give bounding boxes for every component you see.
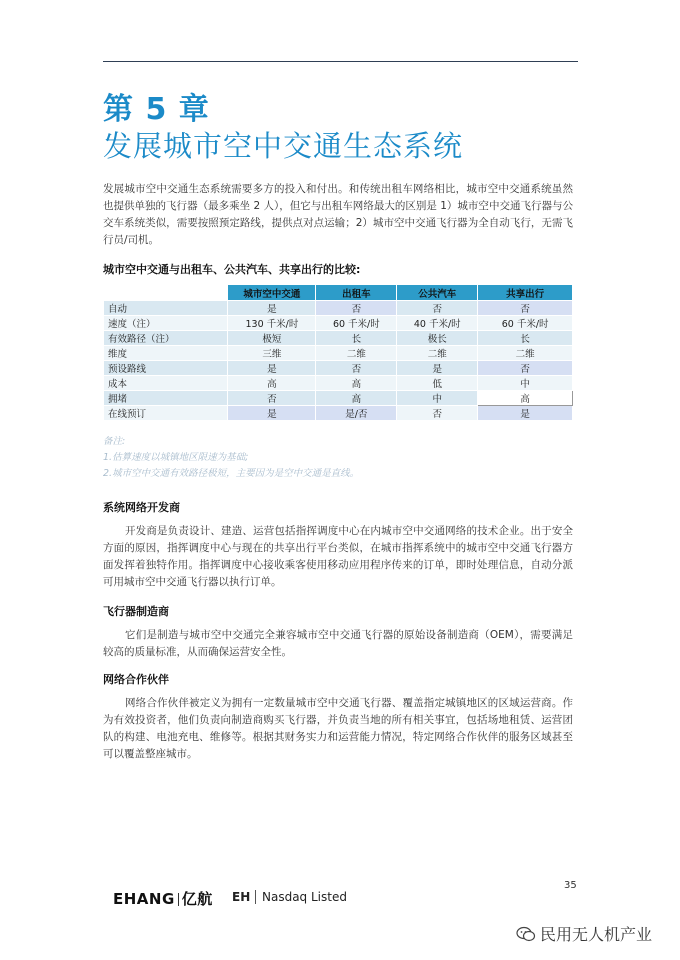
watermark-text: 民用无人机产业 — [540, 925, 653, 944]
table-row — [104, 346, 573, 361]
logo-en: EHANG — [113, 890, 175, 908]
section-body-manufacturer: 它们是制造与城市空中交通完全兼容城市空中交通飞行器的原始设备制造商（OEM），需要满足较高的质量标准，从而确保运营安全性。 — [103, 629, 573, 658]
table-cell: 在线预订 — [104, 406, 228, 421]
table-cell: 速度（注） — [104, 316, 228, 331]
table-caption: 城市空中交通与出租车、公共汽车、共享出行的比较: — [103, 263, 361, 276]
table-row — [104, 316, 573, 331]
table-cell: 低 — [397, 376, 478, 391]
ehang-logo — [113, 888, 213, 909]
section-heading-manufacturer: 飞行器制造商 — [103, 605, 169, 618]
table-cell: 高 — [478, 391, 573, 406]
chapter-number: 第 5 章 — [103, 92, 210, 127]
table-cell: 否 — [397, 301, 478, 316]
logo-separator — [178, 893, 179, 906]
top-rule — [103, 61, 578, 62]
table-cell: 高 — [316, 391, 397, 406]
table-cell: 是 — [397, 361, 478, 376]
comparison-table — [103, 284, 573, 421]
table-cell: 中 — [397, 391, 478, 406]
table-cell: 自动 — [104, 301, 228, 316]
table-cell: 否 — [228, 391, 316, 406]
chapter-title: 发展城市空中交通生态系统 — [103, 129, 464, 163]
table-cell: 是 — [228, 301, 316, 316]
table-cell: 极短 — [228, 331, 316, 346]
ticker: EH — [232, 890, 251, 904]
note-item: 1.估算速度以城镇地区限速为基础; — [103, 452, 249, 463]
table-cell: 否 — [397, 406, 478, 421]
table-cell: 三维 — [228, 346, 316, 361]
table-header-cell — [104, 285, 228, 301]
table-cell: 60 千米/时 — [478, 316, 573, 331]
table-cell: 130 千米/时 — [228, 316, 316, 331]
table-cell: 中 — [478, 376, 573, 391]
section-heading-developer: 系统网络开发商 — [103, 501, 180, 514]
table-cell: 预设路线 — [104, 361, 228, 376]
table-cell: 高 — [228, 376, 316, 391]
table-row — [104, 391, 573, 406]
table-cell: 维度 — [104, 346, 228, 361]
notes-label: 备注: — [103, 436, 126, 447]
section-body-partner: 网络合作伙伴被定义为拥有一定数量城市空中交通飞行器、覆盖指定城镇地区的区域运营商。作为有效投资者，他们负责向制造商购买飞行器，并负责当地的所有相关事宜，包括场地租赁、运营团队的构建、电池充电、维修等。根据其财务实力和运营能力情况，特定网络合作伙伴的服务区域甚至可以覆盖整座城市。 — [103, 697, 573, 760]
table-cell: 高 — [316, 376, 397, 391]
watermark — [516, 922, 652, 945]
table-cell: 是 — [228, 361, 316, 376]
note-item: 2.城市空中交通有效路径极短，主要因为是空中交通是直线。 — [103, 468, 360, 479]
table-cell: 40 千米/时 — [397, 316, 478, 331]
table-row — [104, 331, 573, 346]
table-cell: 拥堵 — [104, 391, 228, 406]
table-header-cell: 出租车 — [316, 285, 397, 301]
table-header-cell: 共享出行 — [478, 285, 573, 301]
exchange-label: Nasdaq Listed — [262, 890, 347, 904]
table-row — [104, 376, 573, 391]
intro-paragraph: 发展城市空中交通生态系统需要多方的投入和付出。和传统出租车网络相比，城市空中交通系统虽然也提供单独的飞行器（最多乘坐 2 人），但它与出租车网络最大的区别是 1）城市空中交通飞行器与公交车系统类似，需要按照预定路线，提供点对点运输；2）城市空中交通飞行器为全自动飞行，无需飞行员/司机。 — [103, 183, 573, 246]
table-cell: 否 — [478, 361, 573, 376]
section-heading-partner: 网络合作伙伴 — [103, 673, 169, 686]
table-row — [104, 301, 573, 316]
table-cell: 成本 — [104, 376, 228, 391]
table-cell: 二维 — [478, 346, 573, 361]
logo-cn: 亿航 — [181, 890, 213, 908]
page-number: 35 — [564, 880, 577, 891]
table-header-cell: 公共汽车 — [397, 285, 478, 301]
table-row — [104, 406, 573, 421]
table-cell: 长 — [316, 331, 397, 346]
table-header-row — [104, 285, 573, 301]
table-cell: 否 — [478, 301, 573, 316]
table-row — [104, 361, 573, 376]
table-cell: 长 — [478, 331, 573, 346]
table-cell: 二维 — [316, 346, 397, 361]
wechat-icon — [516, 926, 536, 942]
footer-divider — [255, 890, 256, 904]
table-cell: 是/否 — [316, 406, 397, 421]
table-header-cell: 城市空中交通 — [228, 285, 316, 301]
table-cell: 是 — [228, 406, 316, 421]
table-cell: 二维 — [397, 346, 478, 361]
section-body-developer: 开发商是负责设计、建造、运营包括指挥调度中心在内城市空中交通网络的技术企业。出于安全方面的原因，指挥调度中心与现在的共享出行平台类似，在城市指挥系统中的城市空中交通飞行器方面发挥着独特作用。指挥调度中心接收乘客使用移动应用程序传来的订单，即时处理信息，自动分派可用城市空中交通飞行器以执行订单。 — [103, 525, 573, 588]
table-cell: 否 — [316, 301, 397, 316]
table-cell: 极长 — [397, 331, 478, 346]
table-cell: 有效路径（注） — [104, 331, 228, 346]
table-cell: 60 千米/时 — [316, 316, 397, 331]
table-cell: 是 — [478, 406, 573, 421]
table-cell: 否 — [316, 361, 397, 376]
